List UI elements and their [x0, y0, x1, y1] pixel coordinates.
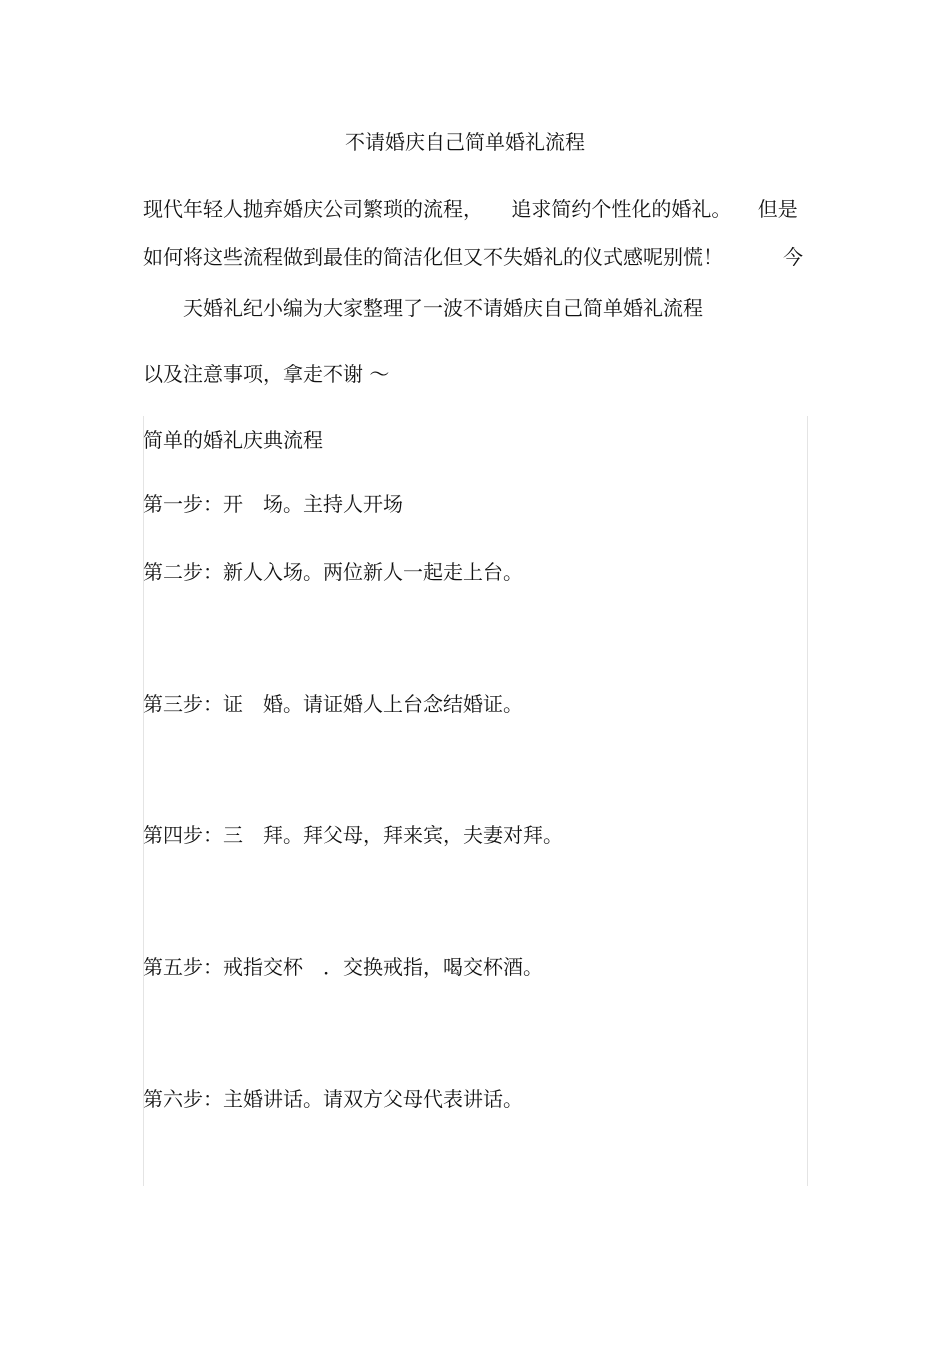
intro-line-3: 天婚礼纪小编为大家整理了一波不请婚庆自己简单婚礼流程: [183, 296, 703, 320]
step-item: 第一步：开 场。主持人开场: [143, 492, 403, 516]
content-frame: [143, 416, 808, 1186]
intro-text: 现代年轻人抛弃婚庆公司繁琐的流程，: [143, 197, 483, 221]
intro-line-2-end: [783, 243, 803, 271]
document-title: 不请婚庆自己简单婚礼流程: [345, 130, 585, 154]
intro-line-4: 以及注意事项，拿走不谢 ～: [143, 362, 390, 386]
intro-text: 但是: [757, 197, 798, 221]
intro-text: 如何将这些流程做到最佳的简洁化但又不失婚礼的仪式感呢别慌！: [143, 245, 723, 269]
intro-line-1: [143, 195, 798, 223]
step-item: 第四步：三 拜。拜父母，拜来宾，夫妻对拜。: [143, 823, 563, 847]
intro-text: 今: [783, 245, 803, 269]
step-item: 第三步：证 婚。请证婚人上台念结婚证。: [143, 692, 523, 716]
step-item: 第五步：戒指交杯 ．交换戒指，喝交杯酒。: [143, 955, 543, 979]
intro-line-2: [143, 243, 723, 271]
intro-text: 追求简约个性化的婚礼。: [511, 197, 732, 221]
step-item: 第二步：新人入场。两位新人一起走上台。: [143, 560, 523, 584]
step-item: 第六步：主婚讲话。请双方父母代表讲话。: [143, 1087, 523, 1111]
section-heading: 简单的婚礼庆典流程: [143, 428, 323, 452]
